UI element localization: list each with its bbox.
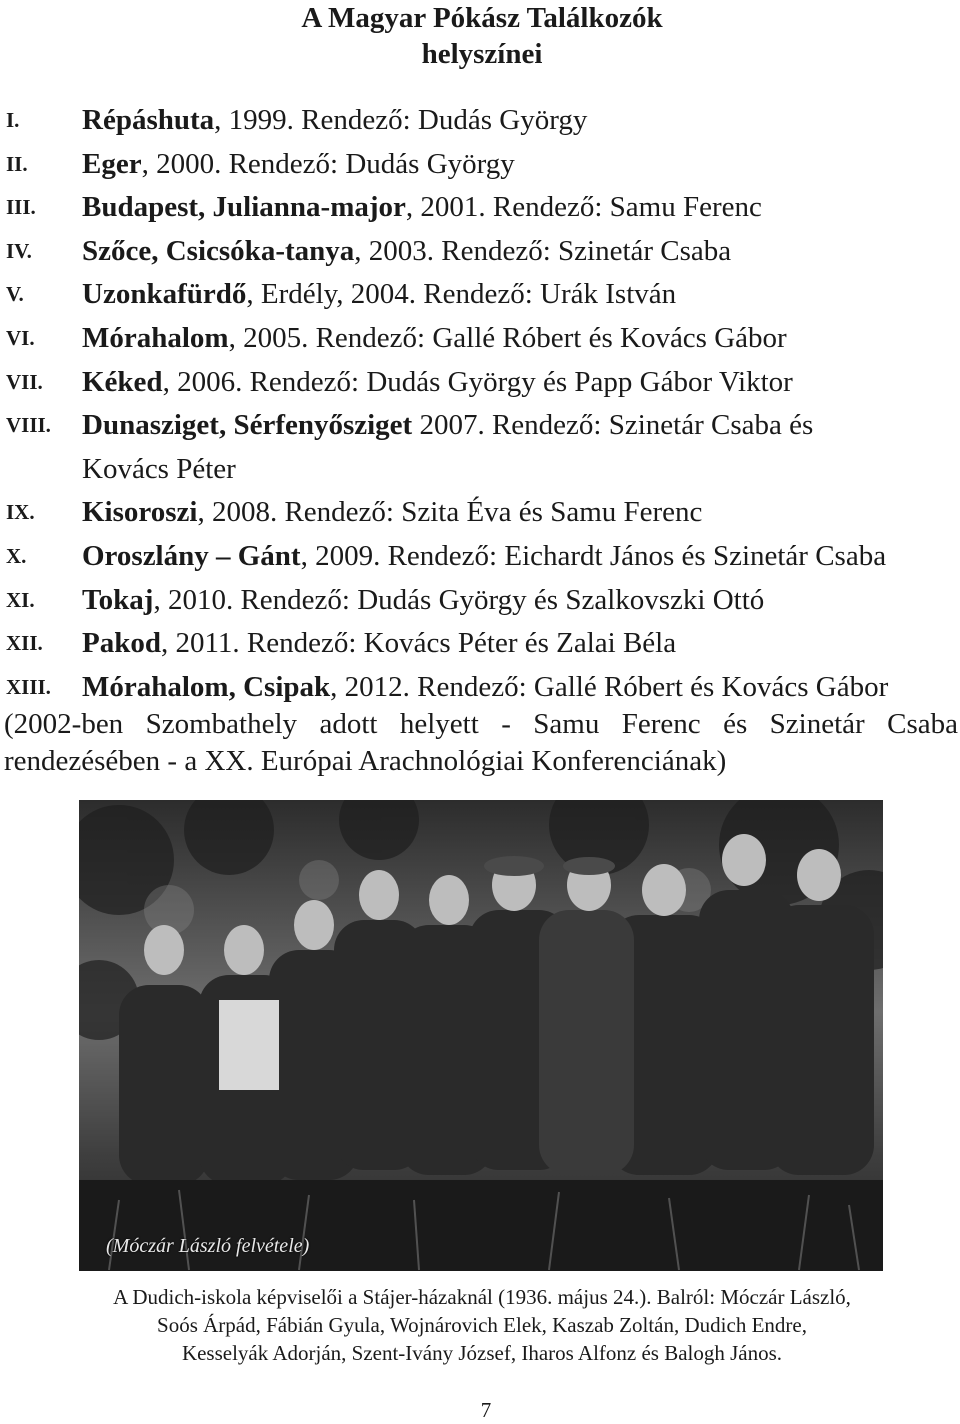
meeting-details: , 2009. Rendező: Eichardt János és Szinetár Csaba <box>300 539 887 572</box>
caption-line-2: Soós Árpád, Fábián Gyula, Wojnárovich Elek, Kaszab Zoltán, Dudich Endre, <box>157 1313 807 1337</box>
meeting-details-continued: Kovács Péter <box>82 452 236 485</box>
group-photo-illustration <box>79 800 883 1271</box>
meeting-details: , 1999. Rendező: Dudás György <box>214 104 588 136</box>
meeting-details: , 2005. Rendező: Gallé Róbert és Kovács Gábor <box>228 321 787 354</box>
meeting-item <box>6 361 956 405</box>
caption-line-3: Kesselyák Adorján, Szent-Ivány József, Iharos Alfonz és Balogh János. <box>181 1341 783 1365</box>
meeting-number: VIII. <box>6 413 51 438</box>
meeting-place: Oroszlány – Gánt <box>82 539 301 572</box>
title-line-1: A Magyar Pókász Találkozók <box>301 2 663 34</box>
meeting-place: Répáshuta <box>82 104 215 136</box>
meeting-number: III. <box>6 195 36 220</box>
meeting-place: Mórahalom, Csipak <box>82 670 331 703</box>
meeting-number: XI. <box>6 587 35 612</box>
meeting-number: XIII. <box>6 674 51 699</box>
meeting-number: VI. <box>6 325 35 350</box>
meeting-details: , 2008. Rendező: Szita Éva és Samu Ferenc <box>197 496 703 529</box>
photo-caption <box>0 1283 960 1367</box>
meeting-place: Tokaj <box>82 583 154 616</box>
meeting-item <box>6 491 956 535</box>
meeting-number: VII. <box>6 369 43 394</box>
meeting-place: Kéked <box>82 365 163 398</box>
meeting-list <box>6 99 956 709</box>
meeting-place: Budapest, Julianna-major <box>82 191 406 224</box>
meeting-details: , 2003. Rendező: Szinetár Csaba <box>354 234 732 267</box>
meeting-details: , 2011. Rendező: Kovács Péter és Zalai Béla <box>160 627 677 660</box>
meeting-place: Pakod <box>82 627 161 660</box>
meeting-item <box>6 230 956 274</box>
meeting-item <box>6 535 956 579</box>
page-title <box>0 0 960 72</box>
meeting-details: , 2012. Rendező: Gallé Róbert és Kovács Gábor <box>330 670 889 703</box>
meeting-item <box>6 404 956 448</box>
meeting-item-continuation <box>6 448 956 492</box>
meeting-number: XII. <box>6 631 43 656</box>
photo-credit: (Móczár László felvétele) <box>106 1235 310 1257</box>
meeting-place: Uzonkafürdő <box>82 278 247 311</box>
meeting-item <box>6 317 956 361</box>
meeting-details: , 2006. Rendező: Dudás György és Papp Gábor Viktor <box>162 365 793 398</box>
meeting-number: II. <box>6 151 28 176</box>
meeting-details: 2007. Rendező: Szinetár Csaba és <box>412 409 814 442</box>
page-number: 7 <box>480 1398 492 1422</box>
meeting-item <box>6 666 956 710</box>
meeting-item <box>6 273 956 317</box>
meeting-number: X. <box>6 543 27 568</box>
caption-line-1: A Dudich-iskola képviselői a Stájer-házaknál (1936. május 24.). Balról: Móczár László, <box>113 1285 851 1309</box>
meeting-details: , Erdély, 2004. Rendező: Urák István <box>246 278 677 311</box>
meeting-place: Kisoroszi <box>82 496 198 529</box>
meeting-place: Eger <box>82 147 142 180</box>
meeting-item <box>6 622 956 666</box>
meeting-place: Szőce, Csicsóka-tanya <box>82 234 355 267</box>
meeting-details: , 2010. Rendező: Dudás György és Szalkovszki Ottó <box>153 583 765 616</box>
title-line-2: helyszínei <box>421 38 543 70</box>
meeting-details: , 2001. Rendező: Samu Ferenc <box>405 191 762 224</box>
conference-note: (2002-ben Szombathely adott helyett - Samu Ferenc és Szinetár Csaba rendezésében - a XX. Európai Arachnológiai Konferenciának) <box>4 708 958 777</box>
meeting-item <box>6 143 956 187</box>
meeting-number: V. <box>6 282 24 307</box>
meeting-number: IX. <box>6 500 35 525</box>
meeting-place: Mórahalom <box>82 321 229 354</box>
meeting-details: , 2000. Rendező: Dudás György <box>141 147 515 180</box>
meeting-item <box>6 99 956 143</box>
group-photo <box>79 800 883 1271</box>
meeting-number: I. <box>6 108 20 132</box>
meeting-item <box>6 186 956 230</box>
meeting-number: IV. <box>6 238 32 263</box>
meeting-item <box>6 579 956 623</box>
meeting-place: Dunasziget, Sérfenyősziget <box>82 409 413 442</box>
